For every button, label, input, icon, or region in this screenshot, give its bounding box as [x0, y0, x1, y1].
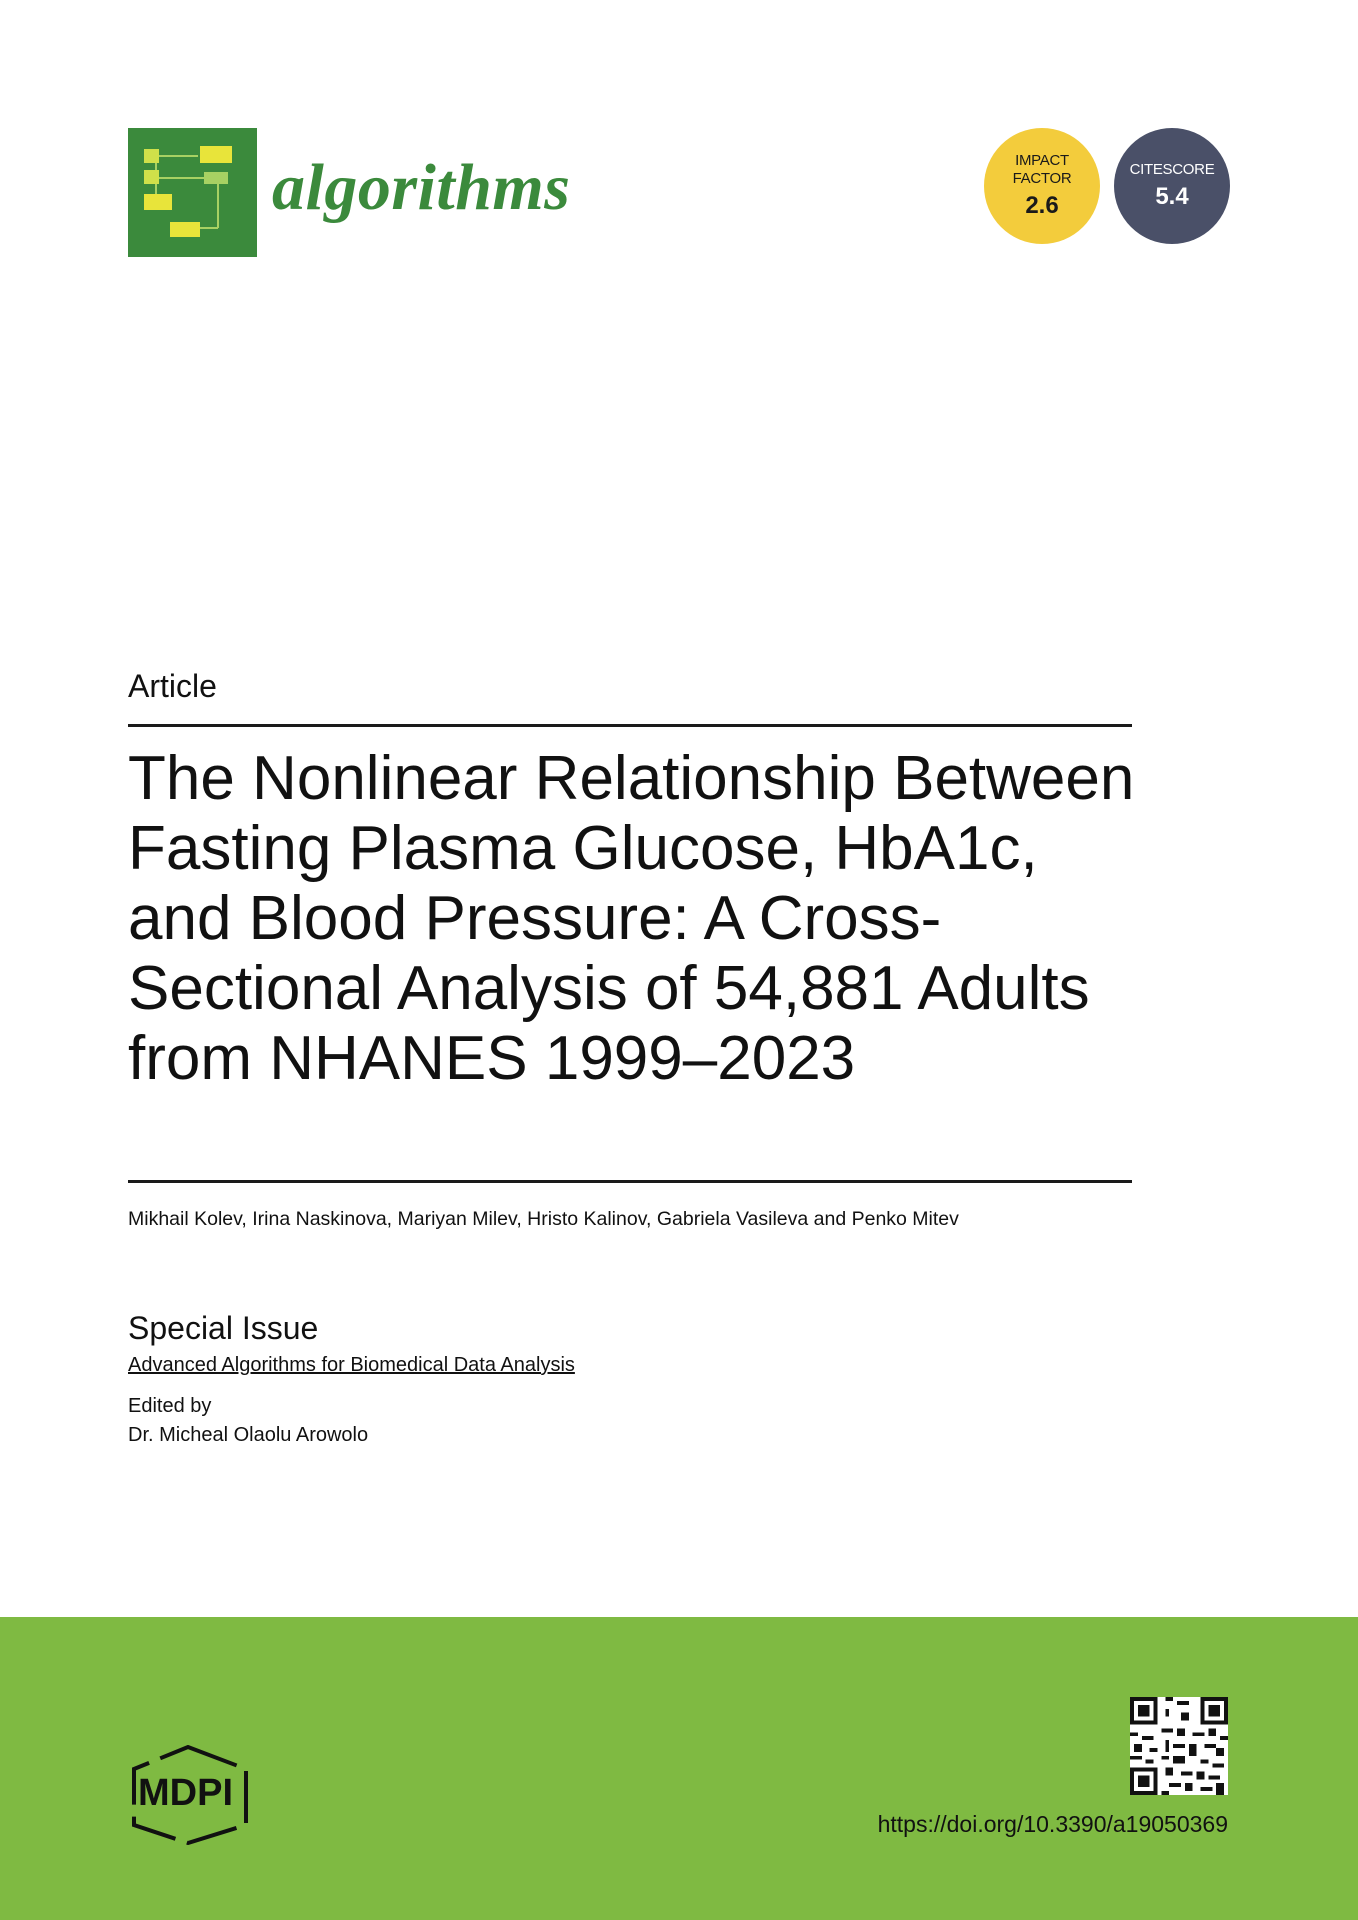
mdpi-logo-text: MDPI — [138, 1772, 233, 1814]
citescore-badge — [1114, 128, 1230, 244]
author-list: Mikhail Kolev, Irina Naskinova, Mariyan Milev, Hristo Kalinov, Gabriela Vasileva and Penko Mitev — [128, 1208, 959, 1230]
editor-name: Dr. Micheal Olaolu Arowolo — [128, 1424, 369, 1446]
citescore-label: CITESCORE — [1129, 161, 1215, 178]
article-type: Article — [128, 668, 217, 704]
special-issue-heading: Special Issue — [128, 1310, 319, 1346]
title-top-divider — [128, 724, 1132, 727]
impact-factor-badge — [984, 128, 1100, 244]
doi-link[interactable]: https://doi.org/10.3390/a19050369 — [877, 1811, 1228, 1837]
edited-by-label: Edited by — [128, 1395, 212, 1417]
citescore-value: 5.4 — [1155, 183, 1189, 210]
impact-factor-label-2: FACTOR — [1012, 170, 1072, 187]
special-issue-link[interactable]: Advanced Algorithms for Biomedical Data Analysis — [128, 1354, 575, 1376]
title-bottom-divider — [128, 1180, 1132, 1183]
qr-code-icon — [1130, 1697, 1228, 1795]
impact-factor-value: 2.6 — [1025, 192, 1059, 219]
impact-factor-label-1: IMPACT — [1015, 152, 1069, 169]
article-title: The Nonlinear Relationship Between Fasting Plasma Glucose, HbA1c, and Blood Pressure: A Cross-Sectional Analysis of 54,881 Adults from NHANES 1999–2023 — [128, 744, 1135, 1093]
journal-logo-icon — [128, 128, 257, 257]
journal-name: algorithms — [272, 151, 571, 224]
mdpi-logo-icon — [128, 1745, 272, 1845]
